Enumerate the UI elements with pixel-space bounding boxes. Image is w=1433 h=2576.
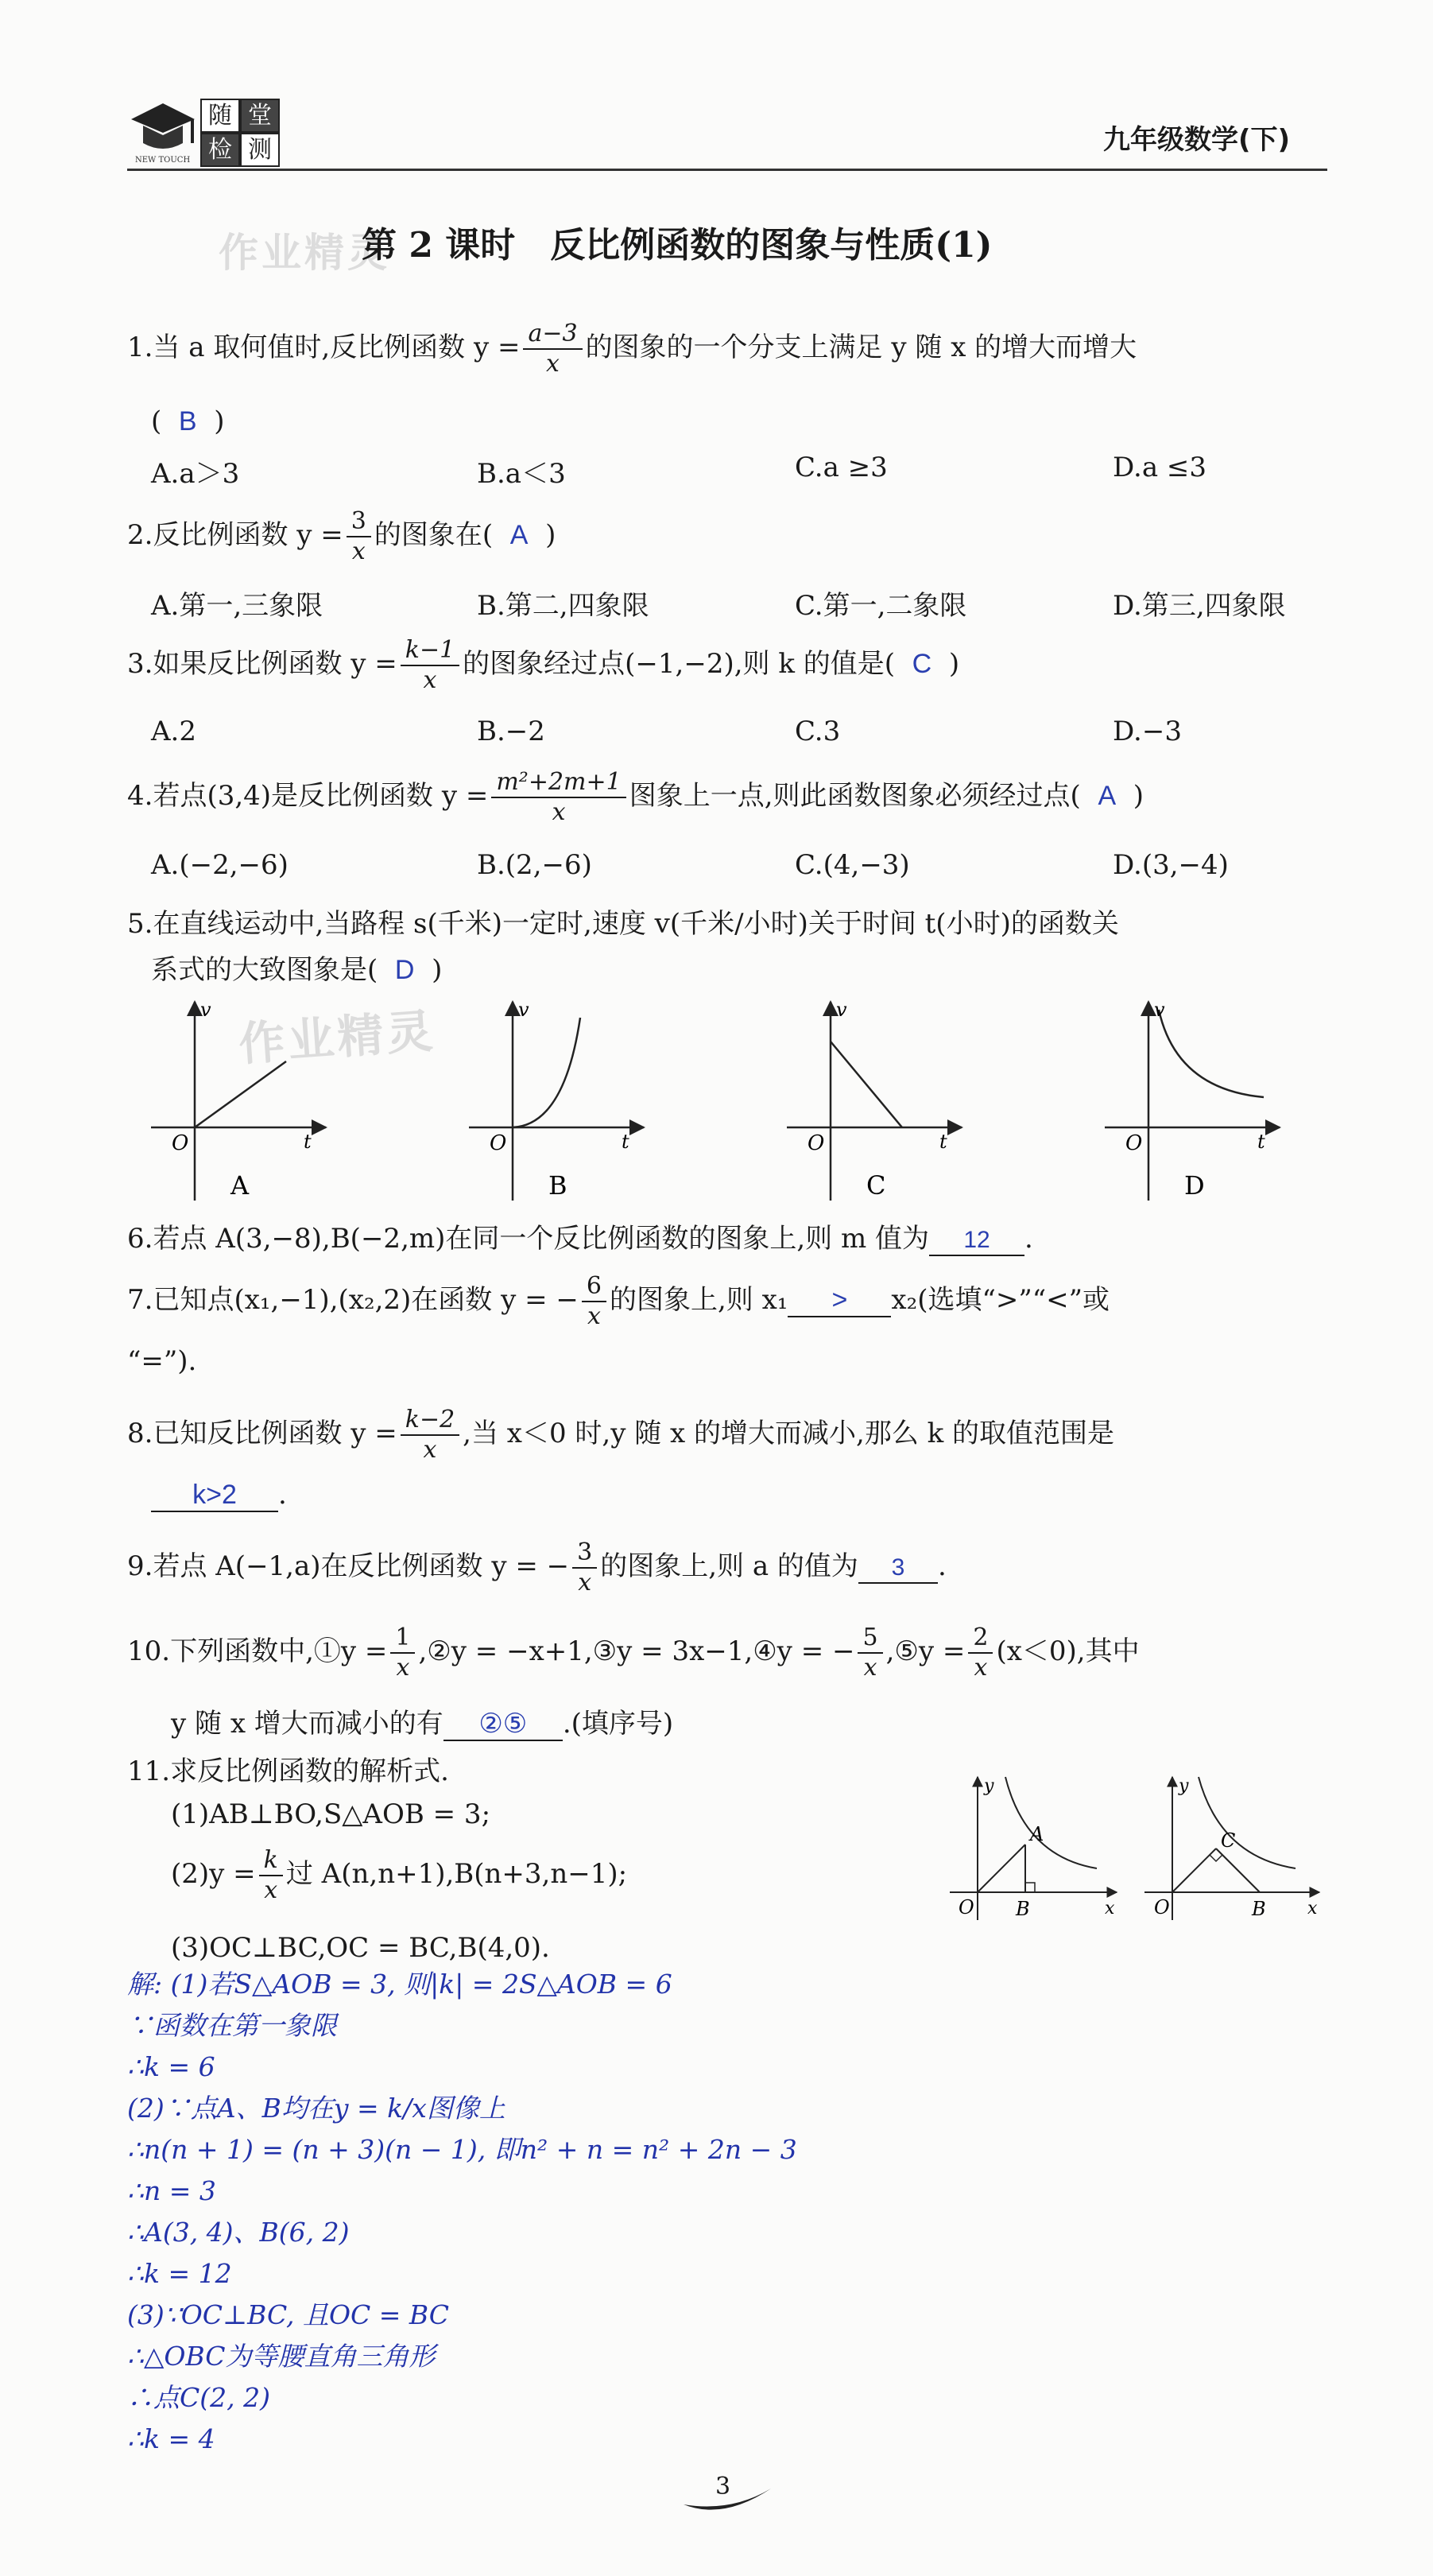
solution-line: 解: (1)若S△AOB = 3, 则|k| = 2S△AOB = 6 xyxy=(127,1969,672,2000)
answer-text: ②⑤ xyxy=(478,1709,528,1739)
svg-text:x: x xyxy=(1307,1899,1318,1918)
svg-text:A: A xyxy=(1030,1823,1044,1845)
svg-text:v: v xyxy=(518,999,529,1021)
question-4: 4.若点(3,4)是反比例函数 y = $\frac{\text{m²+2m+1}}{x}$ 图象上一点,则此函数图象必须经过点( A ) xyxy=(127,768,1144,826)
solution-line: ∴点C(2, 2) xyxy=(127,2382,270,2413)
graph-label-a: A xyxy=(230,1170,250,1201)
answer-text: D xyxy=(394,955,415,985)
figure-1 xyxy=(950,1776,1117,1920)
svg-text:v: v xyxy=(836,999,847,1021)
question-5-line2: 系式的大致图象是( D ) xyxy=(151,954,443,986)
question-9: 9.若点 A(−1,a)在反比例函数 y = − $\frac{3}{x}$ 的图象上,则 a 的值为 3 . xyxy=(127,1538,947,1596)
answer-text: 3 xyxy=(891,1554,905,1581)
graph-label-c: C xyxy=(866,1170,886,1201)
answer-text: A xyxy=(509,520,529,550)
answer-text: 12 xyxy=(963,1227,990,1253)
question-7: 7.已知点(x₁,−1),(x₂,2)在函数 y = − $\frac{6}{x}$ 的图象上,则 x₁ > x₂(选填“>”“<”或 xyxy=(127,1272,1110,1330)
watermark-graph: 作业精灵 xyxy=(237,1003,438,1072)
svg-text:O: O xyxy=(1154,1896,1170,1918)
logo-grid xyxy=(200,99,280,167)
answer-text: C xyxy=(912,649,932,679)
q3-option-a: A.2 xyxy=(151,716,196,747)
answer-text: > xyxy=(831,1285,848,1315)
figure-2 xyxy=(1144,1776,1319,1920)
question-11-part3: (3)OC⊥BC,OC = BC,B(4,0). xyxy=(171,1932,550,1964)
graph-label-d: D xyxy=(1184,1170,1205,1201)
question-6: 6.若点 A(3,−8),B(−2,m)在同一个反比例函数的图象上,则 m 值为 12 . xyxy=(127,1223,1033,1255)
logo-char: 检 xyxy=(200,133,240,167)
watermark-title: 作业精灵 xyxy=(219,230,390,276)
solution-line: ∴A(3, 4)、B(6, 2) xyxy=(127,2217,350,2248)
q3-option-c: C.3 xyxy=(795,716,841,747)
solution-line: (3)∵OC⊥BC, 且OC = BC xyxy=(127,2299,450,2330)
solution-line: ∴k = 6 xyxy=(127,2051,215,2082)
svg-text:y: y xyxy=(984,1776,994,1796)
question-1: 1.当 a 取何值时,反比例函数 y = $\frac{a-3}{x}$ 的图象的一个分支上满足 y 随 x 的增大而增大 xyxy=(127,320,1137,378)
question-3: 3.如果反比例函数 y = $\frac{k-1}{x}$ 的图象经过点(−1,−2),则 k 的值是( C ) xyxy=(127,636,960,694)
q5-graphs xyxy=(127,986,1433,1240)
svg-text:v: v xyxy=(200,999,211,1021)
answer-text: A xyxy=(1098,781,1117,811)
q4-option-d: D.(3,−4) xyxy=(1113,849,1229,881)
header-logo xyxy=(127,89,282,169)
q2-option-a: A.第一,三象限 xyxy=(151,590,323,622)
question-7-line2: “=”). xyxy=(127,1345,197,1377)
question-11-title: 11.求反比例函数的解析式. xyxy=(127,1755,449,1787)
graph-c xyxy=(787,999,962,1201)
q3-option-d: D.−3 xyxy=(1113,716,1182,747)
logo-char: 随 xyxy=(200,99,240,133)
svg-text:t: t xyxy=(1257,1131,1265,1153)
question-11-part2: (2)y = $\frac{k}{x}$ 过 A(n,n+1),B(n+3,n−1); xyxy=(171,1846,628,1904)
q3-option-b: B.−2 xyxy=(477,716,545,747)
svg-text:t: t xyxy=(622,1131,629,1153)
q4-option-b: B.(2,−6) xyxy=(477,849,592,881)
q2-option-c: C.第一,二象限 xyxy=(795,590,967,622)
answer-text: B xyxy=(178,406,197,436)
logo-char: 测 xyxy=(240,133,280,167)
solution-line: ∴n = 3 xyxy=(127,2175,216,2206)
header-rule xyxy=(127,169,1327,171)
svg-text:NEW TOUCH: NEW TOUCH xyxy=(135,156,191,165)
question-8: 8.已知反比例函数 y = $\frac{k-2}{x}$ ,当 x＜0 时,y 随 x 的增大而减小,那么 k 的取值范围是 xyxy=(127,1406,1115,1464)
svg-text:t: t xyxy=(304,1131,312,1153)
q1-option-b: B.a＜3 xyxy=(477,458,566,490)
svg-text:O: O xyxy=(959,1896,974,1918)
solution-line: ∴△OBC为等腰直角三角形 xyxy=(127,2341,436,2372)
svg-text:O: O xyxy=(490,1131,507,1155)
question-5-line1: 5.在直线运动中,当路程 s(千米)一定时,速度 v(千米/小时)关于时间 t(小时)的函数关 xyxy=(127,908,1119,940)
q4-option-c: C.(4,−3) xyxy=(795,849,910,881)
solution-line: (2)∵点A、B均在y = k/x图像上 xyxy=(127,2093,505,2124)
graduation-cap-icon xyxy=(127,89,199,169)
svg-text:O: O xyxy=(172,1131,189,1155)
graph-b xyxy=(469,999,644,1201)
svg-text:C: C xyxy=(1221,1829,1236,1852)
svg-text:v: v xyxy=(1154,999,1165,1021)
graph-label-b: B xyxy=(548,1170,567,1201)
svg-text:B: B xyxy=(1016,1898,1030,1920)
lesson-title: 第 2 课时 反比例函数的图象与性质(1) xyxy=(362,225,993,266)
svg-text:B: B xyxy=(1252,1898,1266,1920)
svg-text:O: O xyxy=(1125,1131,1143,1155)
book-title: 九年级数学(下) xyxy=(1103,124,1291,156)
q11-figures xyxy=(946,1769,1343,1944)
q1-option-c: C.a ≥3 xyxy=(795,452,888,483)
graph-a xyxy=(151,999,326,1201)
svg-text:O: O xyxy=(808,1131,825,1155)
q1-option-d: D.a ≤3 xyxy=(1113,452,1207,483)
solution-line: ∵函数在第一象限 xyxy=(127,2010,337,2041)
question-1-answer: ( B ) xyxy=(151,405,225,437)
question-11-part1: (1)AB⊥BO,S△AOB = 3; xyxy=(171,1798,491,1830)
solution-block xyxy=(127,1964,1160,2460)
q4-option-a: A.(−2,−6) xyxy=(151,849,289,881)
answer-text: k>2 xyxy=(192,1480,237,1510)
logo-char: 堂 xyxy=(240,99,280,133)
question-10: 10.下列函数中,①y = $\frac{1}{x}$ ,②y = −x+1,③y = 3x−1,④y = − $\frac{5}{x}$ ,⑤y = $\frac{2}{x}$ (x＜0),其中 xyxy=(127,1624,1140,1682)
solution-line: ∴n(n + 1) = (n + 3)(n − 1), 即n² + n = n² + 2n − 3 xyxy=(127,2134,797,2165)
q2-option-b: B.第二,四象限 xyxy=(477,590,649,622)
solution-line: ∴k = 4 xyxy=(127,2423,215,2454)
svg-text:y: y xyxy=(1179,1776,1189,1796)
solution-line: ∴k = 12 xyxy=(127,2258,232,2289)
q1-option-a: A.a＞3 xyxy=(151,458,240,490)
question-10-line2: y 随 x 增大而减小的有 ②⑤ .(填序号) xyxy=(171,1708,674,1740)
q2-option-d: D.第三,四象限 xyxy=(1113,590,1286,622)
svg-text:t: t xyxy=(939,1131,947,1153)
graph-d xyxy=(1105,999,1280,1201)
question-8-answer: k>2 . xyxy=(151,1479,287,1512)
svg-text:x: x xyxy=(1105,1899,1115,1918)
question-2: 2.反比例函数 y = $\frac{3}{x}$ 的图象在( A ) xyxy=(127,507,556,565)
page-number: 3 xyxy=(676,2473,779,2520)
